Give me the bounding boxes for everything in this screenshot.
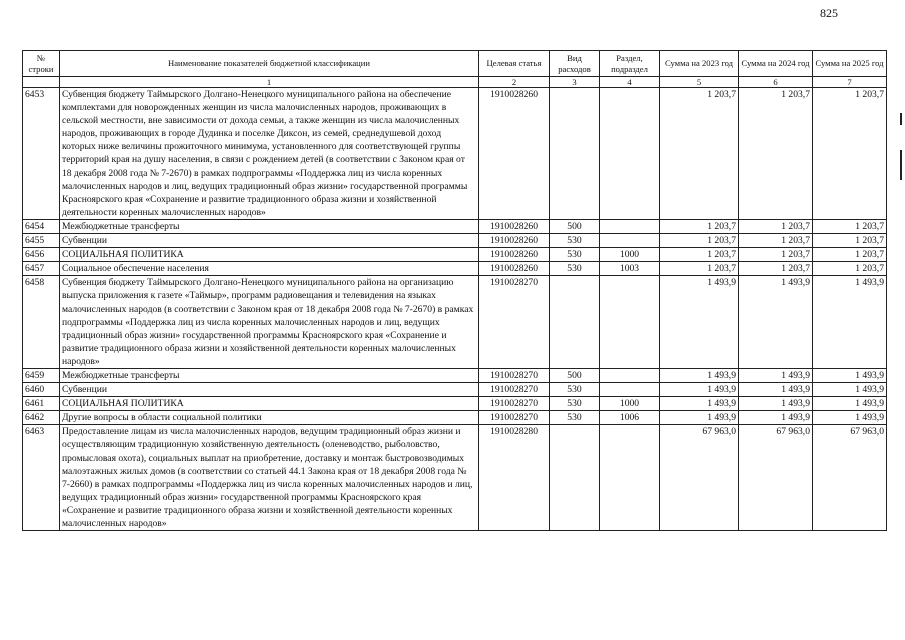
row-sum-2023: 1 493,9	[660, 368, 739, 382]
row-number: 6459	[23, 368, 60, 382]
row-section	[600, 219, 660, 233]
column-number: 1	[60, 77, 479, 88]
row-number: 6455	[23, 234, 60, 248]
row-sum-2025: 1 203,7	[813, 88, 887, 220]
table-row	[23, 383, 887, 397]
row-sum-2023: 67 963,0	[660, 425, 739, 531]
row-section	[600, 425, 660, 531]
row-name: СОЦИАЛЬНАЯ ПОЛИТИКА	[60, 248, 479, 262]
row-sum-2023: 1 493,9	[660, 411, 739, 425]
row-target-article: 1910028260	[479, 219, 550, 233]
table-row	[23, 276, 887, 369]
row-sum-2025: 1 203,7	[813, 248, 887, 262]
row-name: Межбюджетные трансферты	[60, 219, 479, 233]
budget-table	[22, 50, 887, 531]
row-sum-2024: 1 203,7	[739, 88, 813, 220]
table-row	[23, 368, 887, 382]
margin-mark	[900, 150, 902, 180]
row-sum-2024: 1 203,7	[739, 234, 813, 248]
table-row	[23, 425, 887, 531]
row-target-article: 1910028260	[479, 262, 550, 276]
table-row	[23, 248, 887, 262]
row-number: 6454	[23, 219, 60, 233]
row-name: Предоставление лицам из числа малочисленных народов, ведущим традиционный образ жизни и осуществляющим традиционную хозяйственную деятельность (оленеводство, рыболовство, промысловая охота), социальных выплат на приобретение, доставку и монтаж быстровозводимых малоэтажных жилых домов (в соответствии со статьей 44.1 Закона края от 18 декабря 2008 года № 7-2660) в рамках подпрограммы «Поддержка лиц из числа коренных малочисленных народов и лиц, ведущих традиционный образ жизни» государственной программы Красноярского края «Сохранение и развитие традиционного образа жизни и хозяйственной деятельности коренных малочисленных народов»	[60, 425, 479, 531]
table-row	[23, 88, 887, 220]
row-sum-2025: 1 203,7	[813, 234, 887, 248]
row-name: Другие вопросы в области социальной политики	[60, 411, 479, 425]
row-expense-type: 530	[550, 262, 600, 276]
row-sum-2025: 1 493,9	[813, 276, 887, 369]
header-name: Наименование показателей бюджетной классификации	[60, 51, 479, 77]
row-section	[600, 276, 660, 369]
header-row	[23, 51, 887, 77]
row-number: 6461	[23, 397, 60, 411]
column-number: 2	[479, 77, 550, 88]
row-target-article: 1910028270	[479, 368, 550, 382]
row-sum-2025: 1 493,9	[813, 411, 887, 425]
row-sum-2024: 1 493,9	[739, 276, 813, 369]
row-expense-type: 530	[550, 411, 600, 425]
column-number: 3	[550, 77, 600, 88]
column-number-row	[23, 77, 887, 88]
row-section	[600, 383, 660, 397]
row-number: 6463	[23, 425, 60, 531]
row-section	[600, 368, 660, 382]
row-name: Социальное обеспечение населения	[60, 262, 479, 276]
row-sum-2024: 1 493,9	[739, 383, 813, 397]
header-target-article: Целевая статья	[479, 51, 550, 77]
table-row	[23, 411, 887, 425]
row-name: Субвенции	[60, 234, 479, 248]
row-sum-2023: 1 203,7	[660, 88, 739, 220]
row-target-article: 1910028270	[479, 397, 550, 411]
column-number: 7	[813, 77, 887, 88]
row-sum-2025: 1 493,9	[813, 397, 887, 411]
row-sum-2024: 1 493,9	[739, 368, 813, 382]
row-sum-2024: 1 203,7	[739, 248, 813, 262]
row-number: 6453	[23, 88, 60, 220]
row-section	[600, 234, 660, 248]
column-number: 4	[600, 77, 660, 88]
row-sum-2025: 1 493,9	[813, 368, 887, 382]
row-target-article: 1910028270	[479, 383, 550, 397]
table-row	[23, 219, 887, 233]
row-sum-2023: 1 203,7	[660, 262, 739, 276]
row-sum-2023: 1 493,9	[660, 276, 739, 369]
row-expense-type: 500	[550, 368, 600, 382]
row-expense-type: 530	[550, 383, 600, 397]
row-number: 6456	[23, 248, 60, 262]
row-target-article: 1910028270	[479, 411, 550, 425]
row-number: 6462	[23, 411, 60, 425]
header-section: Раздел, подраздел	[600, 51, 660, 77]
page-number: 825	[820, 6, 838, 20]
row-number: 6458	[23, 276, 60, 369]
row-sum-2023: 1 203,7	[660, 248, 739, 262]
table-row	[23, 397, 887, 411]
row-sum-2025: 1 203,7	[813, 262, 887, 276]
row-target-article: 1910028270	[479, 276, 550, 369]
column-number: 6	[739, 77, 813, 88]
row-section: 1000	[600, 248, 660, 262]
row-name: Субвенция бюджету Таймырского Долгано-Ненецкого муниципального района на обеспечение комплектами для новорожденных женщин из числа малочисленных народов, проживающих в сельской местности, вне зависимости от дохода семьи, а также женщин из числа малочисленных народов, проживающих в городе Дудинка и поселке Диксон, из семей, среднедушевой доход которых ниже величины прожиточного минимума, установленного для соответствующей группы территорий края на душу населения, в связи с рождением детей (в соответствии с Законом края от 18 декабря 2008 года № 7-2670) в рамках подпрограммы «Поддержка лиц из числа коренных малочисленных народов и лиц, ведущих традиционный образ жизни» государственной программы Красноярского края «Сохранение и развитие традиционного образа жизни и хозяйственной деятельности коренных малочисленных народов»	[60, 88, 479, 220]
row-expense-type: 530	[550, 248, 600, 262]
row-expense-type	[550, 88, 600, 220]
row-number: 6457	[23, 262, 60, 276]
row-target-article: 1910028280	[479, 425, 550, 531]
header-sum-2025: Сумма на 2025 год	[813, 51, 887, 77]
row-sum-2023: 1 203,7	[660, 234, 739, 248]
row-sum-2025: 67 963,0	[813, 425, 887, 531]
row-sum-2024: 1 203,7	[739, 219, 813, 233]
row-target-article: 1910028260	[479, 248, 550, 262]
header-row-number: № строки	[23, 51, 60, 77]
header-expense-type: Вид расходов	[550, 51, 600, 77]
row-name: Межбюджетные трансферты	[60, 368, 479, 382]
row-name: Субвенции	[60, 383, 479, 397]
row-expense-type	[550, 276, 600, 369]
row-sum-2023: 1 493,9	[660, 397, 739, 411]
row-name: Субвенция бюджету Таймырского Долгано-Ненецкого муниципального района на организацию выпуска приложения к газете «Таймыр», программ радиовещания и телевидения на языках малочисленных народов (в соответствии с Законом края от 18 декабря 2008 года № 7-2670) в рамках подпрограммы «Поддержка лиц из числа коренных малочисленных народов и лиц, ведущих традиционный образ жизни» государственной программы Красноярского края «Сохранение и развитие традиционного образа жизни и хозяйственной деятельности коренных малочисленных народов»	[60, 276, 479, 369]
margin-mark	[900, 113, 902, 125]
table-row	[23, 234, 887, 248]
row-sum-2025: 1 493,9	[813, 383, 887, 397]
row-sum-2024: 1 203,7	[739, 262, 813, 276]
table-row	[23, 262, 887, 276]
row-sum-2024: 67 963,0	[739, 425, 813, 531]
row-sum-2023: 1 203,7	[660, 219, 739, 233]
row-section: 1003	[600, 262, 660, 276]
column-number	[23, 77, 60, 88]
row-expense-type: 530	[550, 234, 600, 248]
row-sum-2025: 1 203,7	[813, 219, 887, 233]
header-sum-2023: Сумма на 2023 год	[660, 51, 739, 77]
row-number: 6460	[23, 383, 60, 397]
column-number: 5	[660, 77, 739, 88]
row-expense-type	[550, 425, 600, 531]
row-section	[600, 88, 660, 220]
row-sum-2024: 1 493,9	[739, 397, 813, 411]
row-target-article: 1910028260	[479, 234, 550, 248]
row-name: СОЦИАЛЬНАЯ ПОЛИТИКА	[60, 397, 479, 411]
row-target-article: 1910028260	[479, 88, 550, 220]
header-sum-2024: Сумма на 2024 год	[739, 51, 813, 77]
row-sum-2024: 1 493,9	[739, 411, 813, 425]
row-expense-type: 530	[550, 397, 600, 411]
row-sum-2023: 1 493,9	[660, 383, 739, 397]
row-expense-type: 500	[550, 219, 600, 233]
row-section: 1000	[600, 397, 660, 411]
row-section: 1006	[600, 411, 660, 425]
